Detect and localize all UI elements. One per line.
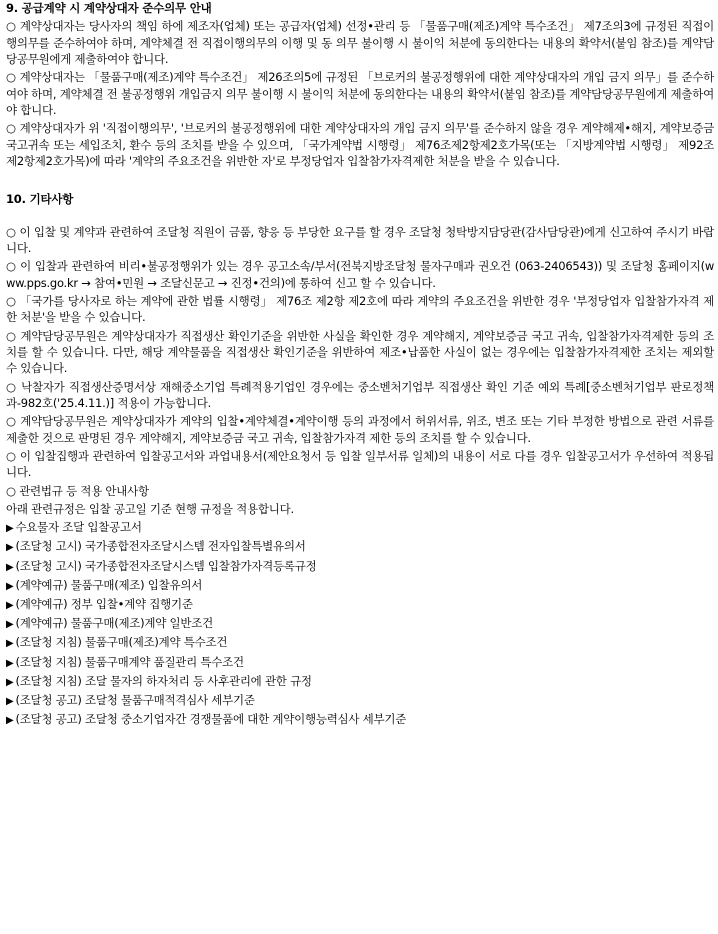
paragraph-etc-5: ○ 낙찰자가 직접생산증명서상 재해중소기업 특례적용기업인 경우에는 중소벤처기업부 직접생산 확인 기준 예외 특례[중소벤처기업부 판로정책과-982호('25.4.11.)] 적용이 가능합니다. [6,379,714,410]
paragraph-etc-6: ○ 계약담당공무원은 계약상대자가 계약의 입찰•계약체결•계약이행 등의 과정에서 허위서류, 위조, 변조 또는 기타 부정한 방법으로 관련 서류를 제출한 것으로 판명된 경우 계약해지, 계약보증금 국고 귀속, 입찰참가자격 제한 등의 조치를 할 수 있습니다. [6,414,714,445]
spacer [0,210,718,224]
triangle-right-icon: ▶ [6,715,14,727]
list-item-label: (계약예규) 물품구매(제조)계약 일반조건 [15,616,213,631]
paragraph-etc-8: ○ 관련법규 등 적용 안내사항 [6,483,149,498]
list-item[interactable] [6,538,714,555]
paragraph-etc-7: ○ 이 입찰집행과 관련하여 입찰공고서와 과업내용서(제안요청서 등 입찰 일부서류 일체)의 내용이 서로 다를 경우 입찰공고서가 우선하여 적용됩니다. [6,448,714,480]
triangle-right-icon: ▶ [6,561,14,573]
triangle-right-icon: ▶ [6,599,14,611]
paragraph-supply-2: ○ 계약상대자는 「물품구매(제조)계약 특수조건」 제26조의5에 규정된 「브로커의 불공정행위에 대한 계약상대자의 개입 금지 의무」를 준수하여야 하며, 계약체결 전 불공정행위 개입금지 의무 불이행 시 불이익 처분에 동의한다는 내용의 확약서(붙임 참조)를 계약담당공무원에게 제출하여야 합니다. [6,70,714,117]
spacer [0,171,718,191]
list-item-label: (조달청 공고) 조달청 물품구매적격심사 세부기준 [15,692,255,707]
list-item[interactable] [6,558,714,575]
list-item[interactable] [6,634,714,651]
list-item[interactable] [6,615,714,632]
list-item[interactable] [6,673,714,690]
list-item-label: (조달청 고시) 국가종합전자조달시스템 전자입찰특별유의서 [15,539,306,554]
list-item[interactable] [6,654,714,671]
triangle-right-icon: ▶ [6,580,14,592]
paragraph-etc-4: ○ 계약담당공무원은 계약상대자가 직접생산 확인기준을 위반한 사실을 확인한 경우 계약해지, 계약보증금 국고 귀속, 입찰참가자격제한 등의 조치를 할 수 있습니다. 다만, 해당 계약물품을 직접생산 확인기준을 위반하여 제조•납품한 사실이 없는 경우에는 입찰참가자격제한 조치는 제외할 수 있습니다. [6,328,714,376]
list-item[interactable] [6,577,714,594]
section-title-etc: 10. 기타사항 [6,192,74,207]
list-item-label: (조달청 지침) 물품구매(제조)계약 특수조건 [15,635,228,650]
list-item-label: (조달청 공고) 조달청 중소기업자간 경쟁물품에 대한 계약이행능력심사 세부기준 [15,712,407,727]
paragraph-etc-1: ○ 이 입찰 및 계약과 관련하여 조달청 직원이 금품, 향응 등 부당한 요구를 할 경우 조달청 청탁방지담당관(감사담당관)에게 신고하여 주시기 바랍니다. [6,224,714,255]
related-regulations-note: 아래 관련규정은 입찰 공고일 기준 현행 규정을 적용합니다. [6,501,294,516]
list-item-label: (계약예규) 정부 입찰•계약 집행기준 [15,596,193,611]
paragraph-etc-2: ○ 이 입찰과 관련하여 비리•불공정행위가 있는 경우 공고소속/부서(전북지방조달청 물자구매과 권오건 (063-2406543)) 및 조달청 홈페이지(www.pps.go.kr → 참여•민원 → 조달신문고 → 진정•건의)에 통하여 신고 할 수 있습니다. [6,259,714,290]
triangle-right-icon: ▶ [6,542,14,554]
related-documents-list [0,519,718,728]
list-item-label: (조달청 고시) 국가종합전자조달시스템 입찰참가자격등록규정 [15,558,317,573]
triangle-right-icon: ▶ [6,619,14,631]
triangle-right-icon: ▶ [6,676,14,688]
triangle-right-icon: ▶ [6,638,14,650]
section-title-supply: 9. 공급계약 시 계약상대자 준수의무 안내 [6,1,212,15]
list-item-label: (계약예규) 물품구매(제조) 입찰유의서 [15,577,203,592]
list-item[interactable] [6,692,714,709]
triangle-right-icon: ▶ [6,657,14,669]
paragraph-supply-3: ○ 계약상대자가 위 '직접이행의무', '브로커의 불공정행위에 대한 계약상대자의 개입 금지 의무'를 준수하지 않을 경우 계약해제•해지, 계약보증금 국고귀속 또는 세입조치, 환수 등의 조치를 받을 수 있으며, 「국가계약법 시행령」 제76조제2항제2호가목(또는 「지방계약법 시행령」 제92조제2항제2호가목)에 따라 '계약의 주요조건을 위반한 자'로 부정당업자 입찰참가자격제한 처분을 받을 수 있습니다. [6,121,714,168]
list-item[interactable] [6,596,714,613]
paragraph-etc-3: ○ 「국가를 당사자로 하는 계약에 관한 법률 시행령」 제76조 제2항 제2호에 따라 계약의 주요조건을 위반한 경우 '부정당업자 입찰참가자격 제한 처분'을 받을 수 있습니다. [6,293,714,325]
paragraph-supply-1: ○ 계약상대자는 당사자의 책임 하에 제조자(업체) 또는 공급자(업체) 선정•관리 등 「물품구매(제조)계약 특수조건」 제7조의3에 규정된 직접이행의무를 준수하여야 하며, 계약체결 전 직접이행의무의 이행 및 동 의무 불이행 시 불이익 처분에 동의한다는 내용의 확약서(붙임 참조)를 계약담당공무원에게 제출하여야 합니다. [6,19,714,66]
list-item-label: 수요물자 조달 입찰공고서 [15,520,142,535]
triangle-right-icon: ▶ [6,695,14,707]
list-item-label: (조달청 지침) 조달 물자의 하자처리 등 사후관리에 관한 규정 [15,673,312,688]
list-item-label: (조달청 지침) 물품구매계약 품질관리 특수조건 [15,654,244,669]
triangle-right-icon: ▶ [6,523,14,535]
list-item[interactable] [6,519,714,536]
list-item[interactable] [6,711,714,728]
